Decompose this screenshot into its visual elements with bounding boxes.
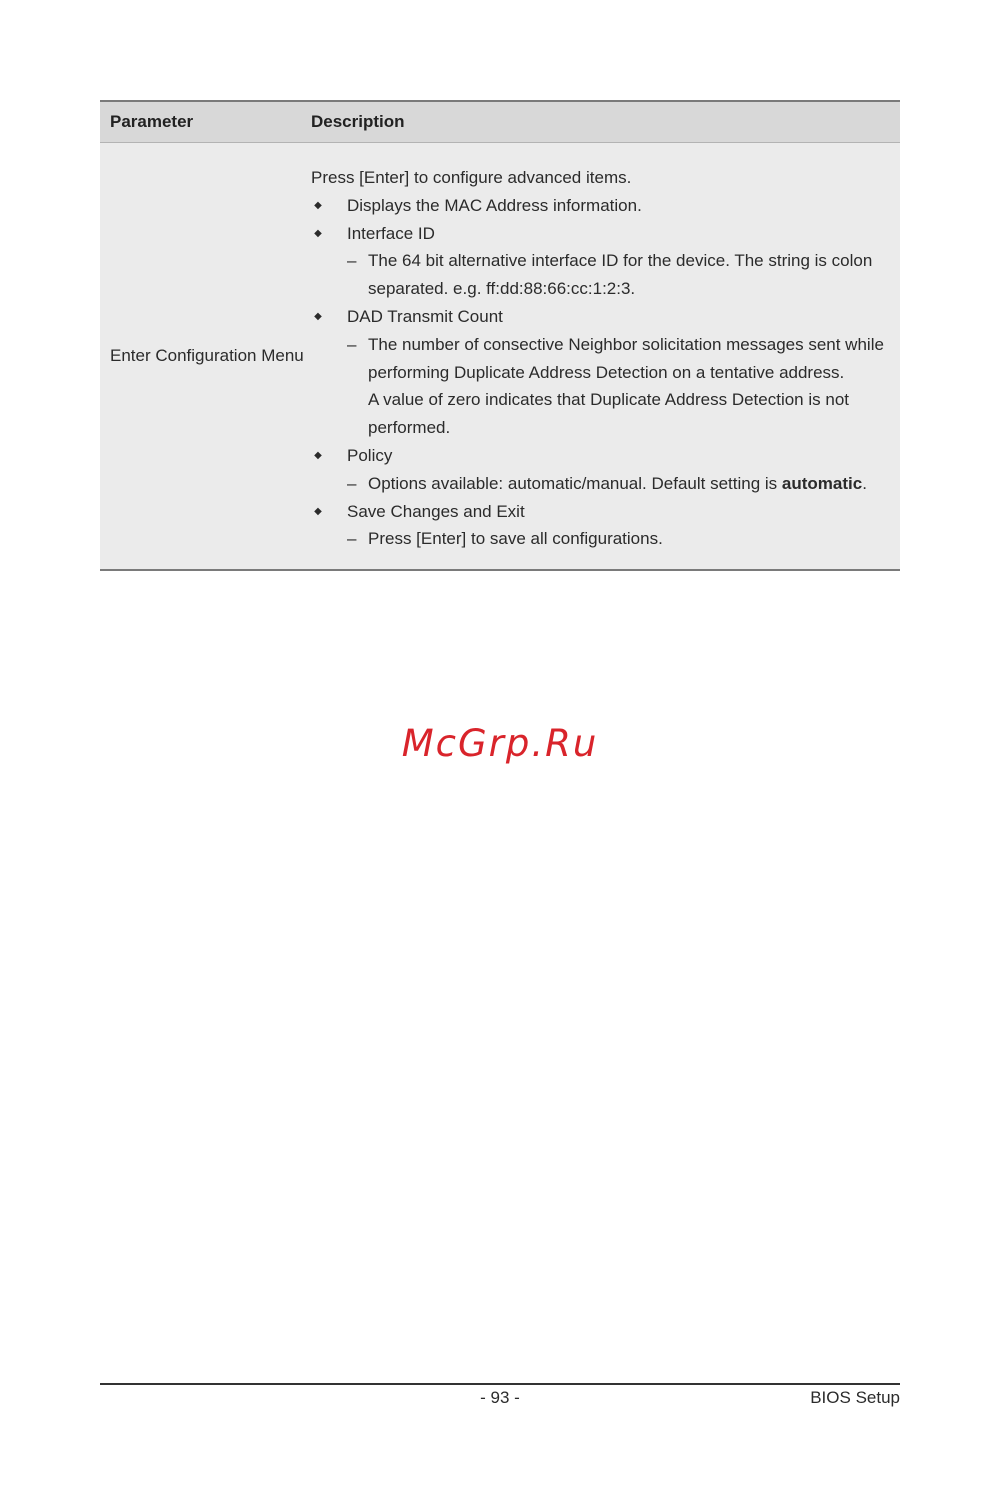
diamond-bullet-icon: ◆ bbox=[314, 505, 322, 517]
sub-item-text: The 64 bit alternative interface ID for the device. The string is colon bbox=[368, 251, 873, 271]
row-parameter bbox=[100, 143, 311, 569]
diamond-bullet-icon: ◆ bbox=[314, 310, 322, 322]
default-value: automatic bbox=[781, 473, 863, 493]
section-name: BIOS Setup bbox=[810, 1388, 900, 1407]
sub-item-continuation: performed. bbox=[368, 418, 451, 438]
sub-item-continuation: separated. e.g. ff:dd:88:66:cc:1:2:3. bbox=[368, 279, 636, 299]
sub-item-continuation: performing Duplicate Address Detection on a tentative address. bbox=[368, 362, 845, 382]
item-label: Policy bbox=[347, 445, 393, 465]
dash-marker: – bbox=[347, 529, 357, 549]
parameter-table bbox=[100, 100, 900, 571]
intro-text: Press [Enter] to configure advanced items. bbox=[311, 168, 632, 187]
diamond-bullet-icon: ◆ bbox=[314, 227, 322, 239]
sub-item-text: Options available: automatic/manual. Default setting is bbox=[368, 473, 782, 493]
header-parameter: Parameter bbox=[110, 112, 194, 131]
dash-marker: – bbox=[347, 251, 357, 271]
sub-item bbox=[311, 247, 900, 275]
list-item bbox=[311, 220, 900, 248]
sub-item-continuation: A value of zero indicates that Duplicate Address Detection is not bbox=[368, 390, 849, 410]
list-item bbox=[311, 442, 900, 470]
diamond-bullet-icon: ◆ bbox=[314, 449, 322, 461]
sub-item bbox=[311, 331, 900, 359]
list-item bbox=[311, 192, 900, 220]
row-description bbox=[311, 143, 900, 569]
table-row bbox=[100, 143, 900, 569]
page-number: - 93 - bbox=[480, 1388, 520, 1407]
item-label: Displays the MAC Address information. bbox=[347, 195, 642, 215]
list-item bbox=[311, 498, 900, 526]
table-header bbox=[100, 102, 900, 143]
item-label: DAD Transmit Count bbox=[347, 306, 503, 326]
dash-marker: – bbox=[347, 473, 357, 493]
item-label: Save Changes and Exit bbox=[347, 501, 525, 521]
parameter-name: Enter Configuration Menu bbox=[110, 346, 304, 366]
sub-item-text: Press [Enter] to save all configurations. bbox=[368, 529, 663, 549]
sub-item-text: The number of consective Neighbor solicitation messages sent while bbox=[368, 334, 884, 354]
header-description: Description bbox=[311, 112, 405, 131]
item-label: Interface ID bbox=[347, 223, 435, 243]
footer-divider bbox=[100, 1383, 900, 1385]
dash-marker: – bbox=[347, 334, 357, 354]
diamond-bullet-icon: ◆ bbox=[314, 199, 322, 211]
watermark: McGrp.Ru bbox=[401, 722, 599, 765]
sub-item-suffix: . bbox=[862, 473, 867, 493]
sub-item bbox=[311, 525, 900, 553]
sub-item bbox=[311, 470, 900, 498]
list-item bbox=[311, 303, 900, 331]
